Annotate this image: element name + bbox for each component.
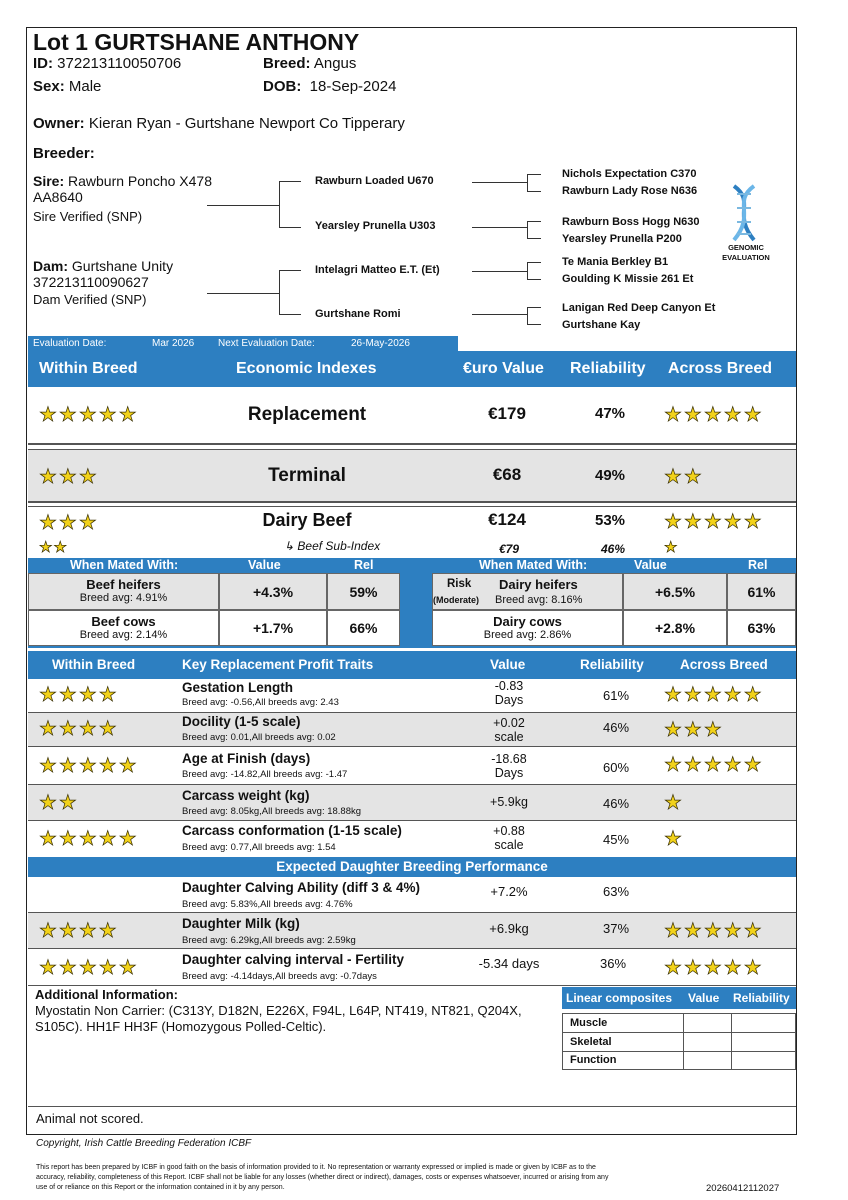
linear-composites-table bbox=[562, 1013, 796, 1070]
index-name: Replacement bbox=[247, 404, 367, 425]
trait-value: +6.9kg bbox=[489, 921, 529, 936]
lot-title: Lot 1 GURTSHANE ANTHONY bbox=[33, 29, 360, 55]
linear-composites-header: Linear composites Value Reliability bbox=[562, 987, 796, 1009]
linear-row-muscle: Muscle bbox=[563, 1014, 795, 1033]
beef-sub-across-stars: ★ bbox=[664, 539, 679, 556]
across-breed-stars: ★★★★★ bbox=[664, 920, 764, 942]
evaluation-dates-bar: Evaluation Date: Mar 2026 Next Evaluation Date: 26-May-2026 bbox=[28, 336, 458, 351]
trait-breed-avg: Breed avg: -14.82,All breeds avg: -1.47 bbox=[182, 769, 348, 780]
dam-sire-sire: Te Mania Berkley B1 bbox=[562, 256, 669, 268]
trait-row-gestation bbox=[28, 679, 796, 713]
trait-reliability: 45% bbox=[602, 832, 630, 847]
within-breed-stars: ★★ bbox=[39, 792, 79, 814]
within-breed-stars: ★★★★★ bbox=[39, 828, 139, 850]
trait-value: -18.68 Days bbox=[491, 752, 527, 780]
copyright: Copyright, Irish Cattle Breeding Federation ICBF bbox=[36, 1138, 252, 1149]
trait-reliability: 46% bbox=[602, 796, 630, 811]
trait-name: Docility (1-5 scale) bbox=[182, 714, 301, 729]
report-code: 20260412112027 bbox=[706, 1183, 780, 1194]
trait-value: +7.2% bbox=[490, 884, 528, 899]
across-breed-stars: ★★★★★ bbox=[664, 754, 764, 776]
scored-status: Animal not scored. bbox=[36, 1111, 144, 1126]
sire-sire-dam: Rawburn Lady Rose N636 bbox=[562, 185, 698, 197]
trait-breed-avg: Breed avg: 0.01,All breeds avg: 0.02 bbox=[182, 732, 336, 743]
traits-header: Within Breed Key Replacement Profit Traits Value Reliability Across Breed bbox=[28, 651, 796, 679]
trait-name: Daughter Calving Ability (diff 3 & 4%) bbox=[182, 880, 421, 895]
sire-dam: Yearsley Prunella U303 bbox=[315, 220, 436, 232]
beef-sub-reliability: 46% bbox=[600, 542, 626, 556]
trait-name: Daughter Milk (kg) bbox=[182, 916, 300, 931]
trait-value: +0.88 scale bbox=[493, 824, 525, 852]
animal-id: ID: 372213110050706 bbox=[33, 55, 182, 72]
economic-indexes-header: Within Breed Economic Indexes €uro Value Reliability Across Breed bbox=[28, 351, 796, 387]
trait-reliability: 63% bbox=[602, 884, 630, 899]
across-breed-stars: ★★★★★ bbox=[664, 511, 764, 533]
dam-dam: Gurtshane Romi bbox=[315, 308, 401, 320]
daughter-row-milk bbox=[28, 913, 796, 949]
trait-name: Daughter calving interval - Fertility bbox=[182, 952, 405, 967]
mated-beef-heifers-rel: 59% bbox=[327, 573, 400, 610]
animal-breed: Breed: Angus bbox=[263, 55, 357, 72]
within-breed-stars: ★★★★★ bbox=[39, 404, 139, 426]
trait-reliability: 61% bbox=[602, 688, 630, 703]
daughter-row-calving-ability bbox=[28, 877, 796, 913]
index-name: Dairy Beef bbox=[262, 510, 352, 530]
dam-dam-dam: Gurtshane Kay bbox=[562, 319, 641, 331]
within-breed-stars: ★★★★ bbox=[39, 718, 119, 740]
trait-name: Carcass weight (kg) bbox=[182, 788, 310, 803]
beef-sub-value: €79 bbox=[498, 542, 520, 556]
daughter-row-calving-interval bbox=[28, 949, 796, 985]
trait-row-carcass-conformation bbox=[28, 821, 796, 857]
mated-dairy-cows-rel: 63% bbox=[727, 610, 796, 646]
trait-row-carcass-weight bbox=[28, 785, 796, 821]
trait-breed-avg: Breed avg: 5.83%,All breeds avg: 4.76% bbox=[182, 899, 353, 910]
trait-breed-avg: Breed avg: -4.14days,All breeds avg: -0.7days bbox=[182, 971, 377, 982]
dam-sire: Intelagri Matteo E.T. (Et) bbox=[315, 264, 440, 276]
index-value: €124 bbox=[488, 510, 526, 529]
trait-reliability: 60% bbox=[602, 760, 630, 775]
trait-breed-avg: Breed avg: 6.29kg,All breeds avg: 2.59kg bbox=[182, 935, 356, 946]
trait-value: +0.02 scale bbox=[493, 716, 525, 744]
sire-dam-dam: Yearsley Prunella P200 bbox=[562, 233, 682, 245]
owner: Owner: Kieran Ryan - Gurtshane Newport Co Tipperary bbox=[33, 115, 405, 132]
econ-row-dairy-beef bbox=[28, 506, 796, 558]
sire-sire: Rawburn Loaded U670 bbox=[315, 175, 434, 187]
across-breed-stars: ★★★ bbox=[664, 719, 724, 741]
sire-block: Sire: Rawburn Poncho X478 AA8640 Sire Verified (SNP) bbox=[33, 173, 213, 224]
dam-block: Dam: Gurtshane Unity 372213110090627 Dam Verified (SNP) bbox=[33, 258, 174, 307]
dna-icon bbox=[726, 184, 762, 242]
across-breed-stars: ★★ bbox=[664, 466, 704, 488]
trait-reliability: 46% bbox=[602, 720, 630, 735]
mated-dairy-heifers: Risk (Moderate) Dairy heifers Breed avg: 8.16% bbox=[432, 573, 623, 610]
breeder-label: Breeder: bbox=[33, 145, 95, 162]
within-breed-stars: ★★★★ bbox=[39, 920, 119, 942]
trait-row-docility bbox=[28, 713, 796, 747]
index-reliability: 47% bbox=[594, 405, 626, 422]
dam-dam-sire: Lanigan Red Deep Canyon Et bbox=[562, 302, 716, 314]
within-breed-stars: ★★★ bbox=[39, 512, 99, 534]
linear-row-skeletal: Skeletal bbox=[563, 1033, 795, 1052]
econ-row-terminal bbox=[28, 449, 796, 503]
trait-breed-avg: Breed avg: 8.05kg,All breeds avg: 18.88kg bbox=[182, 806, 362, 817]
mated-beef-cows: Beef cows Breed avg: 2.14% bbox=[28, 610, 219, 646]
mated-beef-cows-value: +1.7% bbox=[219, 610, 327, 646]
additional-information: Additional Information: Myostatin Non Carrier: (C313Y, D182N, E226X, F94L, L64P, NT419, NT821, Q204X, S105C). HH1F HH3F (Homozygous Polled-Celtic). bbox=[35, 987, 522, 1034]
across-breed-stars: ★★★★★ bbox=[664, 404, 764, 426]
trait-name: Age at Finish (days) bbox=[182, 751, 311, 766]
trait-breed-avg: Breed avg: 0.77,All breeds avg: 1.54 bbox=[182, 842, 336, 853]
mated-beef-heifers: Beef heifers Breed avg: 4.91% bbox=[28, 573, 219, 610]
trait-row-age-at-finish bbox=[28, 747, 796, 785]
within-breed-stars: ★★★★★ bbox=[39, 755, 139, 777]
index-name: Terminal bbox=[268, 465, 346, 486]
index-reliability: 53% bbox=[594, 512, 626, 529]
across-breed-stars: ★★★★★ bbox=[664, 684, 764, 706]
linear-row-function: Function bbox=[570, 1054, 617, 1066]
animal-dob: DOB: 18-Sep-2024 bbox=[263, 78, 397, 95]
across-breed-stars: ★ bbox=[664, 828, 684, 850]
mated-beef-heifers-value: +4.3% bbox=[219, 573, 327, 610]
across-breed-stars: ★ bbox=[664, 792, 684, 814]
mated-dairy-cows-value: +2.8% bbox=[623, 610, 727, 646]
trait-name: Carcass conformation (1-15 scale) bbox=[182, 823, 402, 838]
mated-dairy-cows: Dairy cows Breed avg: 2.86% bbox=[432, 610, 623, 646]
econ-row-replacement bbox=[28, 389, 796, 445]
dam-sire-dam: Goulding K Missie 261 Et bbox=[562, 273, 694, 285]
mated-dairy-heifers-value: +6.5% bbox=[623, 573, 727, 610]
mated-beef-cows-rel: 66% bbox=[327, 610, 400, 646]
within-breed-stars: ★★★★ bbox=[39, 684, 119, 706]
beef-sub-within-stars: ★★ bbox=[39, 539, 68, 556]
beef-sub-index-label: ↳ Beef Sub-Index bbox=[284, 539, 381, 553]
index-value: €68 bbox=[492, 465, 522, 484]
genomic-evaluation-label: GENOMIC EVALUATION bbox=[722, 243, 770, 262]
sire-dam-sire: Rawburn Boss Hogg N630 bbox=[562, 216, 700, 228]
trait-value: +5.9kg bbox=[490, 795, 528, 809]
trait-reliability: 36% bbox=[599, 956, 627, 971]
trait-value: -5.34 days bbox=[478, 956, 540, 971]
animal-sex: Sex: Male bbox=[33, 78, 102, 95]
trait-reliability: 37% bbox=[602, 921, 630, 936]
index-value: €179 bbox=[488, 404, 526, 423]
sire-sire-sire: Nichols Expectation C370 bbox=[562, 168, 697, 180]
across-breed-stars: ★★★★★ bbox=[664, 957, 764, 979]
trait-breed-avg: Breed avg: -0.56,All breeds avg: 2.43 bbox=[182, 697, 339, 708]
trait-value: -0.83 Days bbox=[494, 679, 524, 707]
daughter-header: Expected Daughter Breeding Performance bbox=[28, 857, 796, 877]
within-breed-stars: ★★★★★ bbox=[39, 957, 139, 979]
index-reliability: 49% bbox=[594, 467, 626, 484]
mated-with-header: When Mated With: Value Rel When Mated With: Value Rel bbox=[70, 558, 768, 572]
disclaimer: This report has been prepared by ICBF in good faith on the basis of information provided to it. No representation or warranty expressed or implied is made or given by ICBF as to the accuracy, reliability, completeness of this Report. ICBF shall not be liable for any losses (whether direct or indirect), damages, costs or expenses whatsoever, incurred or arising from any use of or reliance on this Report or the information contained in it by any person. bbox=[36, 1164, 609, 1191]
within-breed-stars: ★★★ bbox=[39, 466, 99, 488]
mated-dairy-heifers-rel: 61% bbox=[727, 573, 796, 610]
trait-name: Gestation Length bbox=[182, 680, 293, 695]
